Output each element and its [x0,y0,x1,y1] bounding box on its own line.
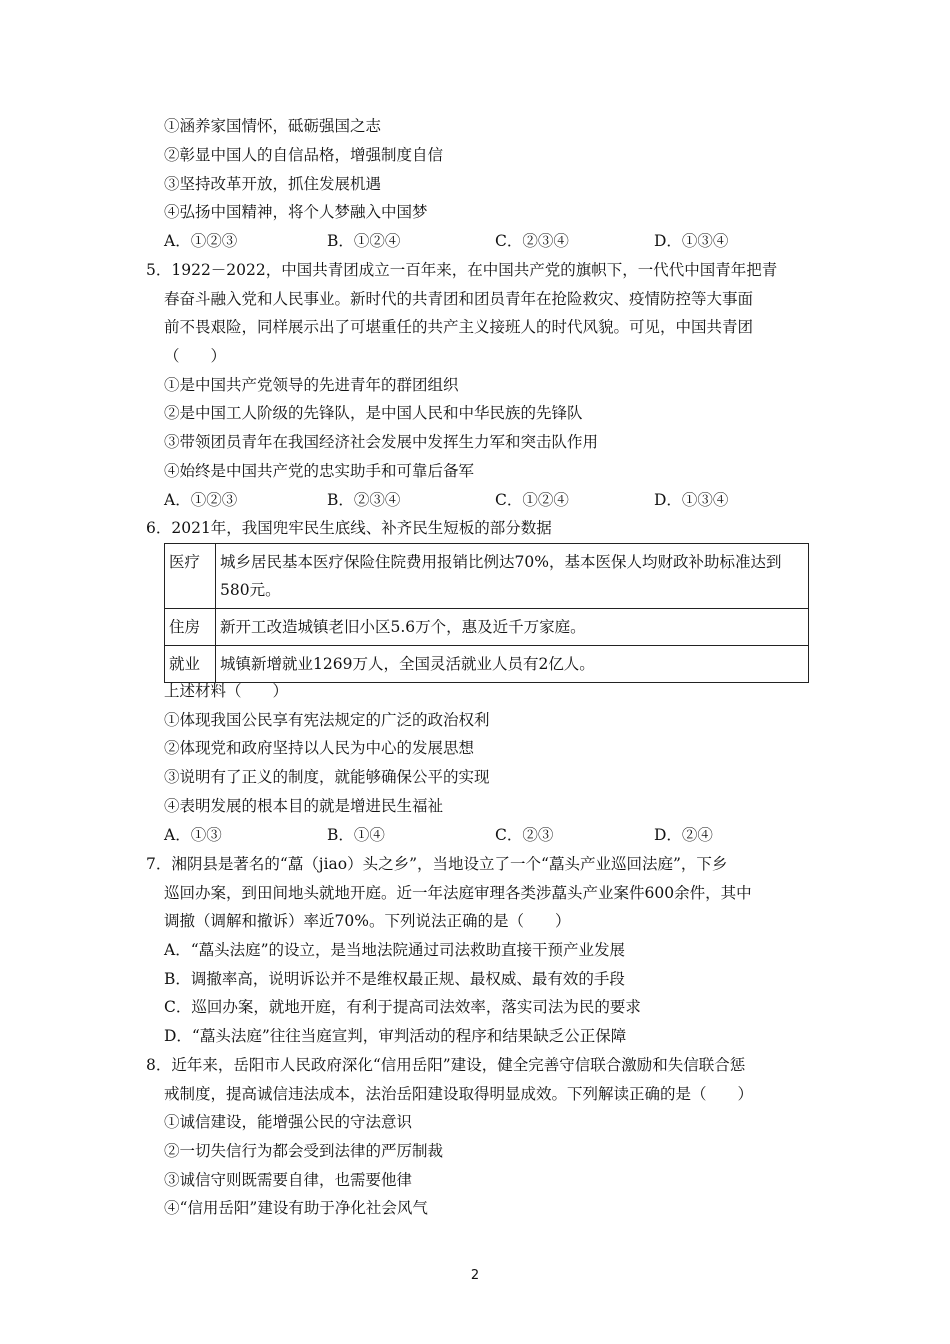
table-category: 就业 [165,646,216,683]
q6-option-a: A．①③ [164,826,222,844]
q5-stem-line-4: （ ） [164,347,227,365]
q4-option-b: B．①②④ [327,232,401,250]
q4-item-1: ①涵养家国情怀，砥砺强国之志 [164,117,382,135]
q8-stem-line-1: 8．近年来，岳阳市人民政府深化“信用岳阳”建设，健全完善守信联合激励和失信联合惩 [146,1056,746,1074]
table-category: 住房 [165,609,216,646]
q7-choice-c: C．巡回办案，就地开庭，有利于提高司法效率，落实司法为民的要求 [164,998,641,1016]
q6-item-3: ③说明有了正义的制度，就能够确保公平的实现 [164,768,490,786]
q6-stem: 6．2021年，我国兜牢民生底线、补齐民生短板的部分数据 [146,519,552,537]
q5-item-2: ②是中国工人阶级的先锋队，是中国人民和中华民族的先锋队 [164,404,583,422]
q6-item-4: ④表明发展的根本目的就是增进民生福祉 [164,797,444,815]
q8-item-1: ①诚信建设，能增强公民的守法意识 [164,1113,413,1131]
q4-item-3: ③坚持改革开放，抓住发展机遇 [164,175,382,193]
q6-item-1: ①体现我国公民享有宪法规定的广泛的政治权利 [164,711,490,729]
q8-item-4: ④“信用岳阳”建设有助于净化社会风气 [164,1199,428,1217]
q6-option-d: D．②④ [654,826,713,844]
q8-item-2: ②一切失信行为都会受到法律的严厉制裁 [164,1142,444,1160]
q6-item-2: ②体现党和政府坚持以人民为中心的发展思想 [164,739,475,757]
q7-stem-line-3: 调撤（调解和撤诉）率近70%。下列说法正确的是（ ） [164,912,571,930]
q5-item-3: ③带领团员青年在我国经济社会发展中发挥生力军和突击队作用 [164,433,599,451]
q7-choice-d: D．“藠头法庭”往往当庭宣判，审判活动的程序和结果缺乏公正保障 [164,1027,627,1045]
table-content: 新开工改造城镇老旧小区5.6万个，惠及近千万家庭。 [216,609,809,646]
q5-option-b: B．②③④ [327,491,401,509]
q7-choice-a: A．“藠头法庭”的设立，是当地法院通过司法救助直接干预产业发展 [164,941,626,959]
q7-stem-line-1: 7．湘阴县是著名的“藠（jiao）头之乡”，当地设立了一个“藠头产业巡回法庭”，下乡 [146,855,728,873]
q7-stem-line-2: 巡回办案，到田间地头就地开庭。近一年法庭审理各类涉藠头产业案件600余件，其中 [164,884,752,902]
q5-stem-line-2: 春奋斗融入党和人民事业。新时代的共青团和团员青年在抢险救灾、疫情防控等大事面 [164,290,754,308]
q4-option-a: A．①②③ [164,232,238,250]
table-category: 医疗 [165,544,216,609]
q6-data-table [164,543,809,683]
q8-item-3: ③诚信守则既需要自律，也需要他律 [164,1171,413,1189]
q5-option-c: C．①②④ [495,491,569,509]
q7-choice-b: B．调撤率高，说明诉讼并不是维权最正规、最权威、最有效的手段 [164,970,625,988]
q5-item-4: ④始终是中国共产党的忠实助手和可靠后备军 [164,462,475,480]
table-content: 城乡居民基本医疗保险住院费用报销比例达70%，基本医保人均财政补助标准达到580元。 [216,544,809,609]
q6-option-b: B．①④ [327,826,385,844]
q4-option-d: D．①③④ [654,232,729,250]
q4-item-2: ②彰显中国人的自信品格，增强制度自信 [164,146,444,164]
table-row [165,609,809,646]
table-row [165,544,809,609]
q6-prompt: 上述材料（ ） [164,682,289,700]
q5-stem-line-1: 5．1922－2022，中国共青团成立一百年来，在中国共产党的旗帜下，一代代中国青年把青 [146,261,778,279]
q5-item-1: ①是中国共产党领导的先进青年的群团组织 [164,376,459,394]
q5-stem-line-3: 前不畏艰险，同样展示出了可堪重任的共产主义接班人的时代风貌。可见，中国共青团 [164,318,754,336]
table-row [165,646,809,683]
q4-item-4: ④弘扬中国精神，将个人梦融入中国梦 [164,203,428,221]
table-content: 城镇新增就业1269万人，全国灵活就业人员有2亿人。 [216,646,809,683]
q4-option-c: C．②③④ [495,232,569,250]
q5-option-d: D．①③④ [654,491,729,509]
page-number: 2 [470,1268,480,1283]
q5-option-a: A．①②③ [164,491,238,509]
q8-stem-line-2: 戒制度，提高诚信违法成本，法治岳阳建设取得明显成效。下列解读正确的是（ ） [164,1085,754,1103]
q6-option-c: C．②③ [495,826,554,844]
